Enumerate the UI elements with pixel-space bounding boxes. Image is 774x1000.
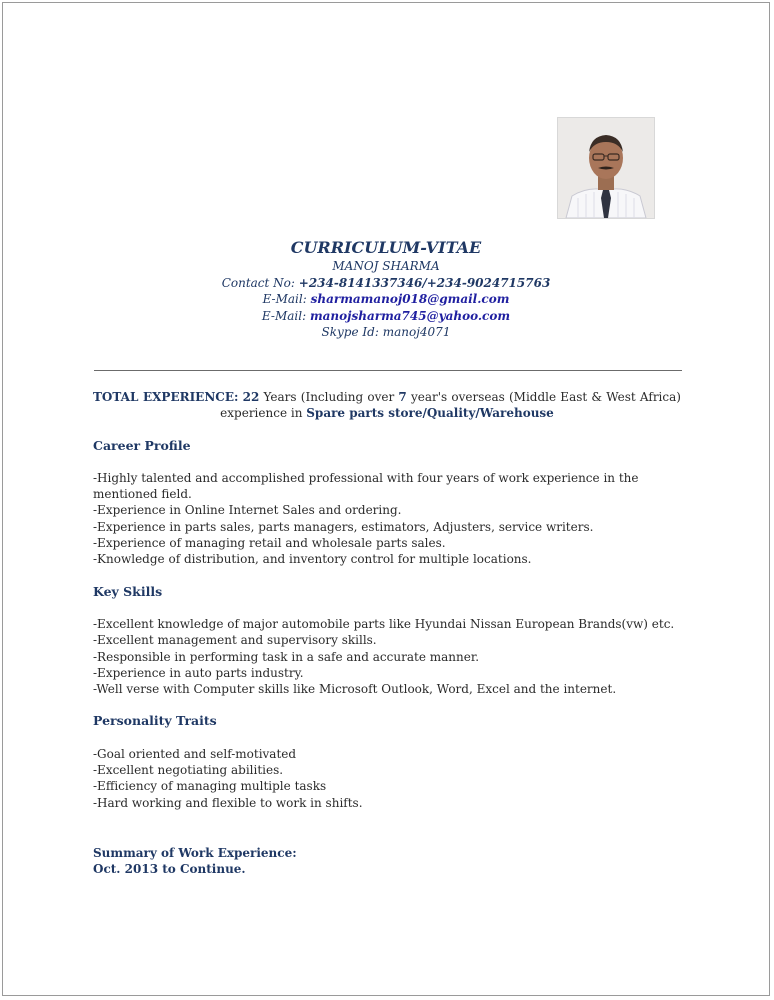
personality-traits-section: [93, 713, 681, 810]
resume-header: [80, 238, 692, 341]
email-label-1: E-Mail:: [262, 292, 307, 306]
list-item: -Responsible in performing task in a safe and accurate manner.: [93, 649, 480, 664]
email-line-1: [80, 291, 692, 308]
overseas-years: 7: [398, 390, 407, 404]
candidate-name: MANOJ SHARMA: [332, 259, 440, 273]
email-line-2: [80, 308, 692, 325]
key-skills-section: [93, 584, 681, 698]
career-profile-heading: Career Profile: [93, 437, 191, 453]
email-link-1[interactable]: sharmamanoj018@gmail.com: [310, 292, 510, 306]
list-item: -Efficiency of managing multiple tasks: [93, 779, 327, 794]
key-skills-heading: Key Skills: [93, 583, 163, 599]
contact-label: Contact No:: [221, 275, 295, 290]
experience-text-1: Years (Including over: [263, 390, 395, 404]
list-item: -Experience in auto parts industry.: [93, 665, 304, 680]
experience-highlight: Spare parts store/Quality/Warehouse: [306, 406, 554, 421]
skype-label: Skype Id:: [321, 325, 379, 339]
list-item: -Well verse with Computer skills like Microsoft Outlook, Word, Excel and the internet.: [93, 682, 617, 697]
experience-text-2: year's overseas (Middle East & West Africa) experience in: [220, 390, 681, 421]
work-summary-heading: Summary of Work Experience:: [93, 845, 297, 860]
list-item: -Excellent knowledge of major automobile parts like Hyundai Nissan European Brands(vw) etc.: [93, 616, 675, 631]
work-summary: [93, 845, 681, 878]
email-label-2: E-Mail:: [261, 308, 307, 323]
contact-value: +234-8141337346/+234-9024715763: [298, 275, 551, 290]
skype-value: manoj4071: [382, 325, 451, 339]
key-skills-list: [93, 616, 681, 697]
list-item: -Excellent negotiating abilities.: [93, 763, 284, 778]
experience-label: TOTAL EXPERIENCE:: [93, 390, 239, 404]
resume-body: [93, 389, 681, 878]
work-summary-period: Oct. 2013 to Continue.: [93, 862, 246, 877]
document-title: CURRICULUM-VITAE: [290, 238, 482, 257]
list-item: -Knowledge of distribution, and inventory control for multiple locations.: [93, 552, 532, 567]
email-link-2[interactable]: manojsharma745@yahoo.com: [309, 308, 511, 323]
list-item: -Experience of managing retail and wholesale parts sales.: [93, 536, 446, 551]
profile-photo-image: [558, 118, 654, 218]
list-item: -Goal oriented and self-motivated: [93, 746, 297, 761]
list-item: -Experience in Online Internet Sales and ordering.: [93, 503, 402, 518]
list-item: -Highly talented and accomplished professional with four years of work experience in the mentioned field.: [93, 470, 639, 502]
skype-line: [80, 324, 692, 341]
career-profile-list: [93, 470, 681, 568]
experience-years: 22: [242, 390, 260, 404]
profile-photo: [557, 117, 655, 219]
total-experience: [93, 389, 681, 422]
list-item: -Hard working and flexible to work in shifts.: [93, 795, 363, 810]
header-divider: [94, 370, 682, 371]
list-item: -Experience in parts sales, parts managers, estimators, Adjusters, service writers.: [93, 519, 594, 534]
list-item: -Excellent management and supervisory skills.: [93, 633, 377, 648]
personality-traits-heading: Personality Traits: [93, 713, 217, 729]
personality-traits-list: [93, 746, 681, 811]
career-profile-section: [93, 438, 681, 568]
contact-line: [80, 275, 692, 292]
